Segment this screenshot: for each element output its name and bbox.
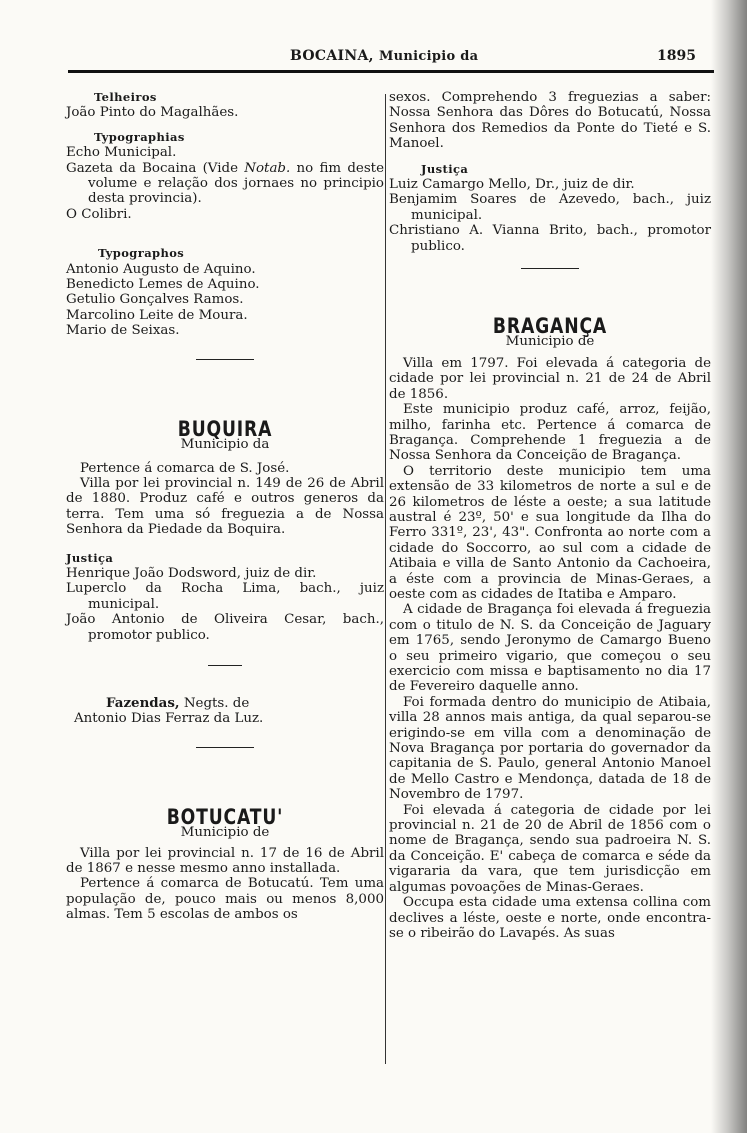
botucatu-continuation: sexos. Comprehendo 3 freguezias a saber: Nossa Senhora das Dôres do Botucatú, Nossa Senhora dos Remedios da Ponte do Tieté e S. Manoel. bbox=[389, 90, 711, 152]
telheiros-entry: João Pinto do Magalhães. bbox=[66, 105, 239, 121]
typographos-entry: Mario de Seixas. bbox=[66, 323, 180, 339]
header-title bbox=[290, 48, 478, 64]
right-column bbox=[389, 90, 711, 941]
typographias-entry bbox=[66, 161, 384, 207]
botucatu-title: BOTUCATU' bbox=[166, 804, 284, 829]
typographos-heading: Typographos bbox=[98, 246, 185, 261]
braganca-paragraph: Este municipio produz café, arroz, feijão, milho, farinha etc. Pertence á comarca de Bragança. Comprehende 1 freguezia a de Nossa Senhora da Conceição de Bragança. bbox=[389, 402, 711, 464]
fazendas-heading bbox=[66, 696, 384, 711]
typographos-entry: Antonio Augusto de Aquino. bbox=[66, 261, 256, 277]
typographias-entry-text: Gazeta da Bocaina (Vide bbox=[66, 160, 239, 176]
typographias-entry-italic: Notab. bbox=[244, 160, 291, 176]
buquira-justica-heading: Justiça bbox=[66, 550, 114, 565]
buquira-title: BUQUIRA bbox=[177, 416, 273, 441]
braganca-subtitle: Municipio de bbox=[505, 334, 595, 350]
typographias-entry: Echo Municipal. bbox=[66, 145, 177, 161]
typographos-entry: Getulio Gonçalves Ramos. bbox=[66, 292, 244, 308]
fazendas-rest: Negts. de bbox=[183, 695, 250, 711]
buquira-paragraph: Pertence á comarca de S. José. bbox=[80, 460, 290, 476]
page-edge-shadow bbox=[711, 0, 747, 1133]
running-header bbox=[68, 48, 708, 68]
buquira-justica-entry: Henrique João Dodsword, juiz de dir. bbox=[66, 565, 317, 581]
typographias-entry: O Colibri. bbox=[66, 206, 132, 222]
braganca-title: BRAGANÇA bbox=[492, 314, 608, 339]
buquira-paragraph: Villa por lei provincial n. 149 de 26 de Abril de 1880. Produz café e outros generos da terra. Tem uma só freguezia a de Nossa Senhora da Piedade da Boquira. bbox=[66, 475, 384, 538]
telheiros-heading: Telheiros bbox=[94, 90, 157, 104]
typographias-heading: Typographias bbox=[94, 129, 185, 144]
buquira-subtitle: Municipio da bbox=[180, 437, 270, 453]
botucatu-subtitle: Municipio de bbox=[180, 825, 270, 841]
header-title-main: BOCAINA, bbox=[290, 48, 374, 64]
braganca-paragraph: Villa em 1797. Foi elevada á categoria de cidade por lei provincial n. 21 de 24 de Abril de 1856. bbox=[389, 355, 711, 402]
header-title-rest: Municipio da bbox=[378, 49, 479, 64]
braganca-paragraph: Foi elevada á categoria de cidade por lei provincial n. 21 de 20 de Abril de 1856 com o nome de Bragança, sendo sua padroeira N. S. da Conceição. E' cabeça de comarca e séde da vigararia da vara, que tem jurisdicção em algumas povoações de Minas-Geraes. bbox=[389, 802, 711, 895]
botucatu-justica-entry: Benjamim Soares de Azevedo, bach., juiz municipal. bbox=[389, 192, 711, 223]
header-rule bbox=[68, 70, 714, 73]
braganca-paragraph: Occupa esta cidade uma extensa collina com declives a léste, oeste e norte, onde encontra-se o ribeirão do Lavapés. As suas bbox=[389, 895, 711, 941]
buquira-justica-entry: Luperclo da Rocha Lima, bach., juiz municipal. bbox=[66, 581, 384, 612]
braganca-paragraph: A cidade de Bragança foi elevada á freguezia com o titulo de N. S. da Conceição de Jaguary em 1765, sendo Jeronymo de Camargo Bueno o seu primeiro vigario, que começou o seu exercicio com missa e baptisamento no dia 17 de Fevereiro daquelle anno. bbox=[389, 602, 711, 695]
buquira-justica-entry: João Antonio de Oliveira Cesar, bach., promotor publico. bbox=[66, 612, 384, 643]
botucatu-justica-heading: Justiça bbox=[421, 161, 469, 176]
column-divider bbox=[385, 94, 386, 1064]
braganca-paragraph: Foi formada dentro do municipio de Atibaia, villa 28 annos mais antiga, da qual separou-se erigindo-se em villa com a denominação de Nova Bragança por portaria do governador da capitania de S. Paulo, general Antonio Manoel de Mello Castro e Mendonça, datada de 18 de Novembro de 1797. bbox=[389, 694, 711, 803]
typographos-entry: Marcolino Leite de Moura. bbox=[66, 307, 248, 323]
braganca-paragraph: O territorio deste municipio tem uma extensão de 33 kilometros de norte a sul e de 26 kilometros de léste a oeste; a sua latitude austral é 23º, 50' e sua longitude da Ilha do Ferro 331º, 23', 43". Confronta ao norte com a cidade do Soccorro, ao sul com a cidade de Atibaia e villa de Santo Antonio da Cachoeira, a éste com a provincia de Minas-Geraes, a oeste com as cidades de Itatiba e Amparo. bbox=[389, 463, 711, 602]
left-column bbox=[66, 90, 384, 923]
botucatu-justica-entry: Luiz Camargo Mello, Dr., juiz de dir. bbox=[389, 177, 635, 193]
page-number: 1895 bbox=[657, 48, 696, 64]
botucatu-paragraph: Pertence á comarca de Botucatú. Tem uma população de, pouco mais ou menos 8,000 almas. Tem 5 escolas de ambos os bbox=[66, 876, 384, 923]
botucatu-paragraph: Villa por lei provincial n. 17 de 16 de Abril de 1867 e nesse mesmo anno installada. bbox=[66, 845, 384, 876]
fazendas-label: Fazendas, bbox=[106, 694, 180, 711]
fazendas-entry: Antonio Dias Ferraz da Luz. bbox=[74, 711, 264, 727]
typographos-entry: Benedicto Lemes de Aquino. bbox=[66, 277, 260, 293]
typographias-entry-text: no fim deste volume e relação dos jornaes no principio desta provincia). bbox=[88, 160, 384, 207]
botucatu-justica-entry: Christiano A. Vianna Brito, bach., promotor publico. bbox=[389, 223, 711, 254]
